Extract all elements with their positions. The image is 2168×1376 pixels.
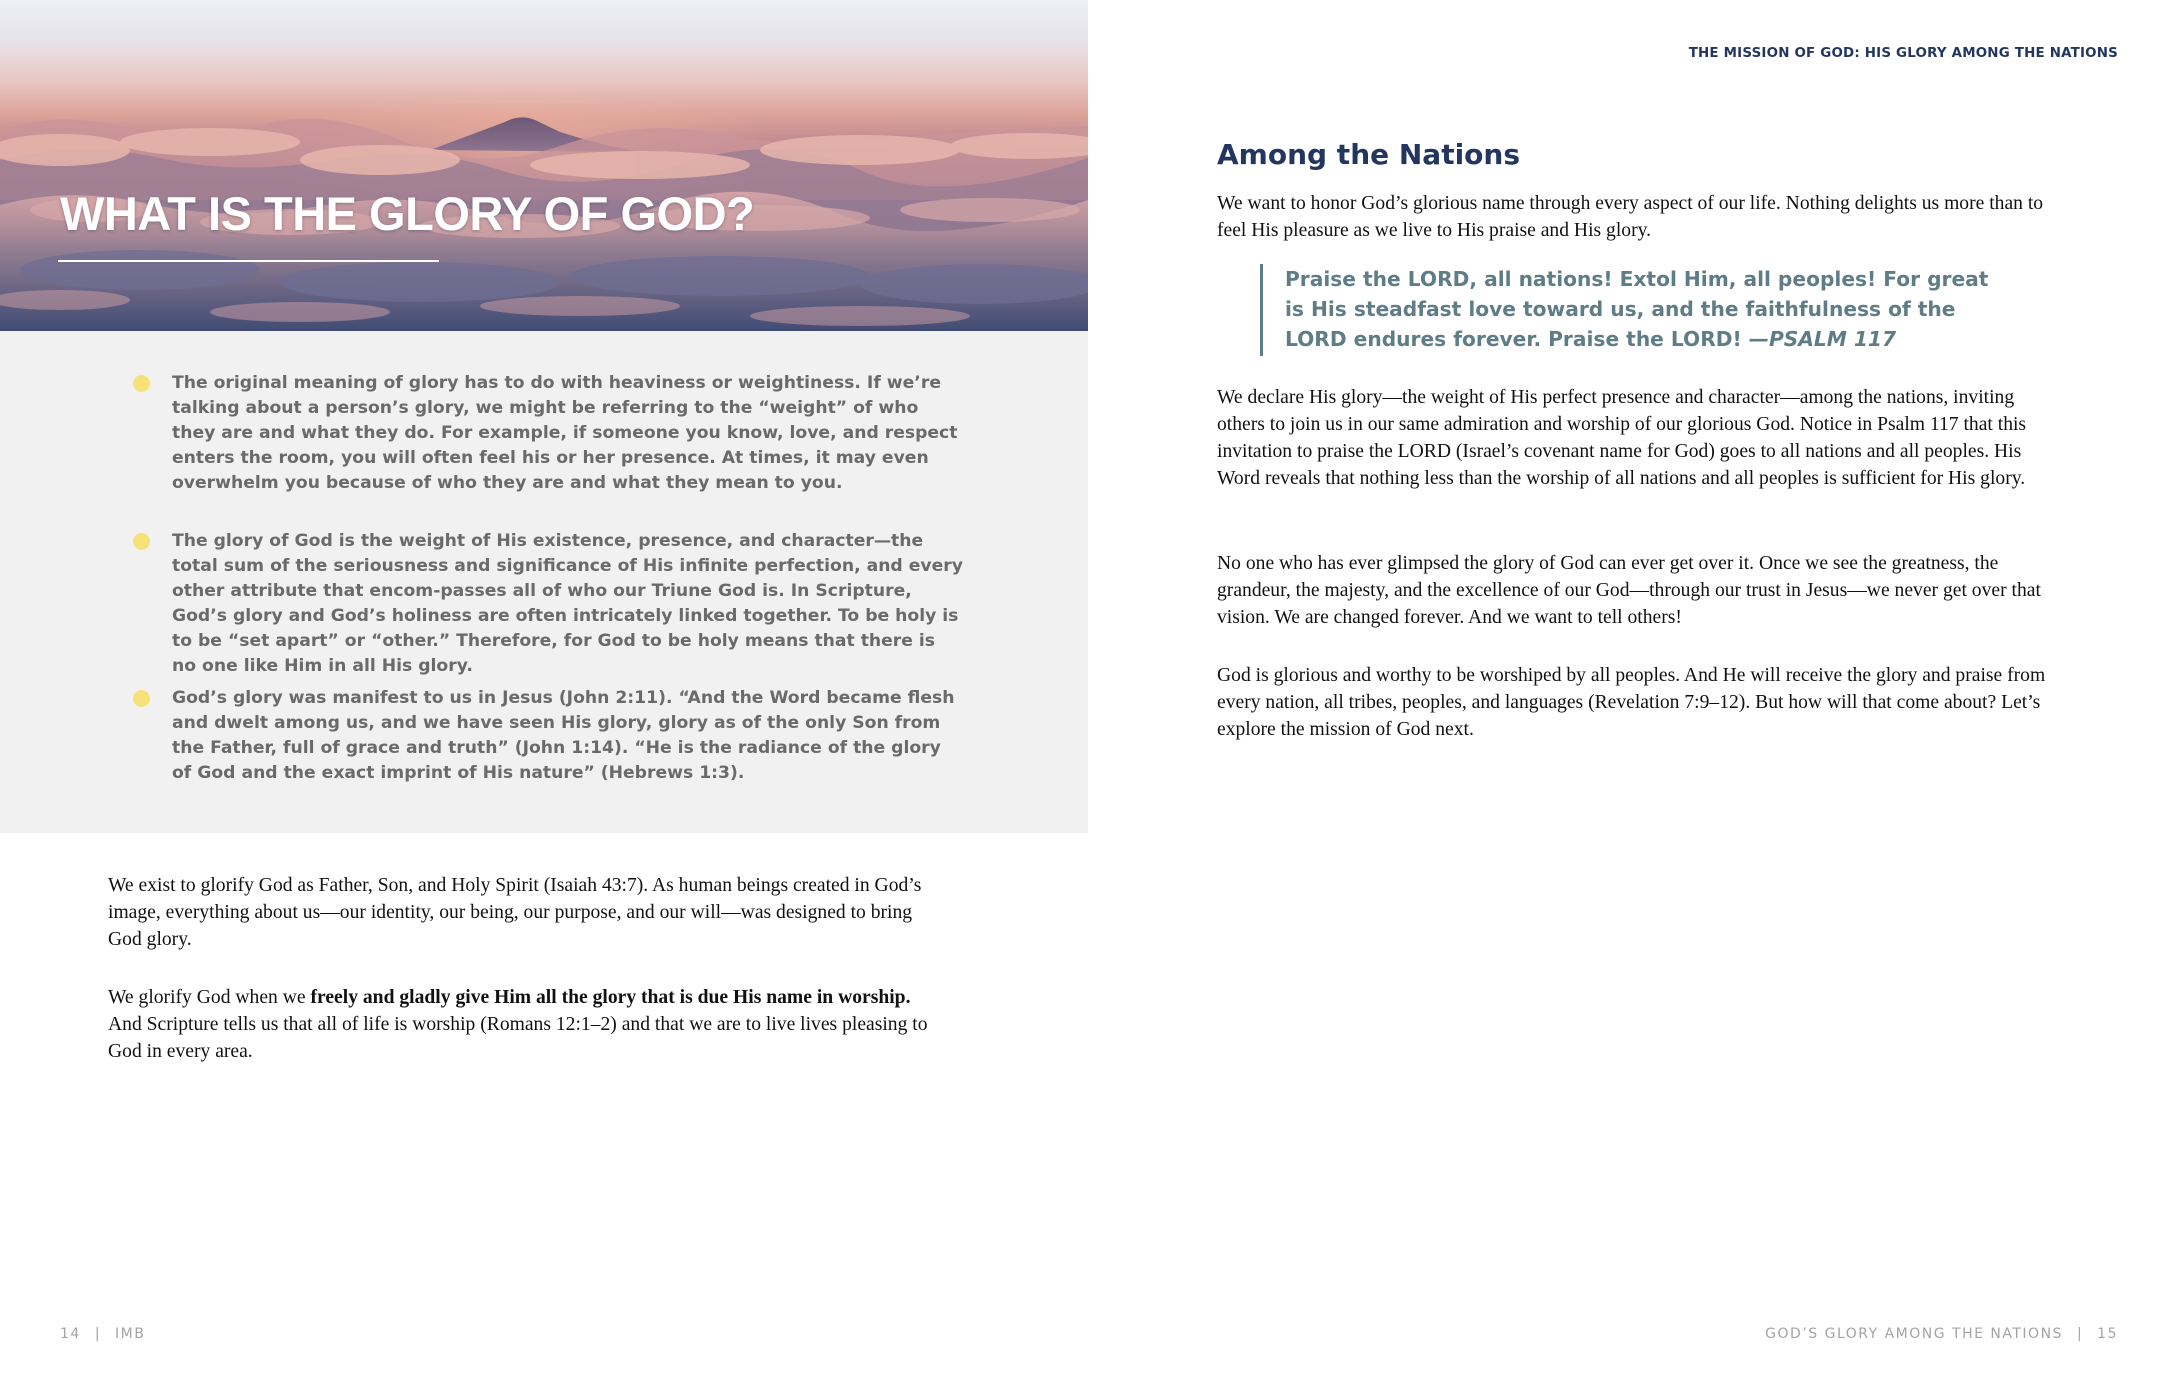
bullet-item-weight	[133, 529, 963, 679]
paragraph-bold-phrase: freely and gladly give Him all the glory that is due His name in worship.	[310, 987, 911, 1008]
section-title: Among the Nations	[1217, 138, 1521, 171]
body-paragraph-glimpse: No one who has ever glimpsed the glory of God can ever get over it. Once we see the greatness, the grandeur, the majesty, and the excellence of our God—through our trust in Jesus—we never get over that vision. We are changed forever. And we want to tell others!	[1217, 553, 2041, 628]
yellow-dot-icon	[133, 375, 150, 392]
bullet-text: The glory of God is the weight of His existence, presence, and character—the total sum of the seriousness and significance of His infinite perfection, and every other attribute that encom-passes all of who our Triune God is. In Scripture, God’s glory and God’s holiness are often intricately linked together. To be holy is to be “set apart” or “other.” Therefore, for God to be holy means that there is no one like Him in all His glory.	[172, 531, 963, 676]
quote-text: Praise the LORD, all nations! Extol Him, all peoples! For great is His steadfast love toward us, and the faithfulness of the LORD endures forever. Praise the LORD!	[1285, 267, 1989, 351]
body-paragraph-purpose: We exist to glorify God as Father, Son, and Holy Spirit (Isaiah 43:7). As human beings created in God’s image, everything about us—our identity, our being, our purpose, and our will—was designed to bring God glory.	[108, 875, 922, 950]
footer-right	[1765, 1326, 2118, 1342]
bullet-text: The original meaning of glory has to do with heaviness or weightiness. If we’re talking about a person’s glory, we might be referring to the “weight” of who they are and what they do. For example, if someone you know, love, and respect enters the room, you will often feel his or her presence. At times, it may even overwhelm you because of who they are and what they mean to you.	[172, 373, 958, 493]
cloud-layer-graphic	[0, 0, 1088, 331]
paragraph-lead: We glorify God when we	[108, 987, 311, 1008]
body-paragraph-worship	[108, 984, 928, 1065]
body-paragraph-declare: We declare His glory—the weight of His perfect presence and character—among the nations, inviting others to join us in our same admiration and worship of our glorious God. Notice in Psalm 117 that this invitation to praise the LORD (Israel’s covenant name for God) goes to all nations and all peoples. His Word reveals that nothing less than the worship of all nations and all peoples is sufficient for His glory.	[1217, 387, 2027, 489]
yellow-dot-icon	[133, 533, 150, 550]
page-number: 15	[2097, 1326, 2118, 1342]
right-page	[1088, 0, 2168, 1376]
hero-cloud-image	[0, 0, 1088, 331]
paragraph-rest: And Scripture tells us that all of life is worship (Romans 12:1–2) and that we are to live lives pleasing to God in every area.	[108, 1014, 928, 1062]
intro-paragraph: We want to honor God’s glorious name through every aspect of our life. Nothing delights us more than to feel His pleasure as we live to His praise and His glory.	[1217, 193, 2044, 241]
footer-left	[60, 1326, 145, 1342]
bullet-item-meaning	[133, 371, 963, 496]
body-paragraph-worthy: God is glorious and worthy to be worshiped by all peoples. And He will receive the glory and praise from every nation, all tribes, peoples, and languages (Revelation 7:9–12). But how will that come about? Let’s explore the mission of God next.	[1217, 665, 2046, 740]
footer-separator: |	[2076, 1326, 2084, 1342]
page-title: WHAT IS THE GLORY OF GOD?	[60, 187, 755, 240]
yellow-dot-icon	[133, 690, 150, 707]
quote-citation: —PSALM 117	[1748, 327, 1897, 351]
footer-separator: |	[94, 1326, 102, 1342]
page-number: 14	[60, 1326, 81, 1342]
bullet-text: God’s glory was manifest to us in Jesus (John 2:11). “And the Word became flesh and dwelt among us, and we have seen His glory, glory as of the only Son from the Father, full of grace and truth” (John 1:14). “He is the radiance of the glory of God and the exact imprint of His nature” (Hebrews 1:3).	[172, 688, 955, 783]
footer-label: GOD’S GLORY AMONG THE NATIONS	[1765, 1326, 2063, 1342]
running-head: THE MISSION OF GOD: HIS GLORY AMONG THE NATIONS	[1688, 46, 2118, 61]
title-underline	[58, 260, 439, 262]
footer-label: IMB	[115, 1326, 146, 1342]
bullet-item-jesus	[133, 686, 963, 786]
scripture-quote	[1260, 264, 2000, 356]
